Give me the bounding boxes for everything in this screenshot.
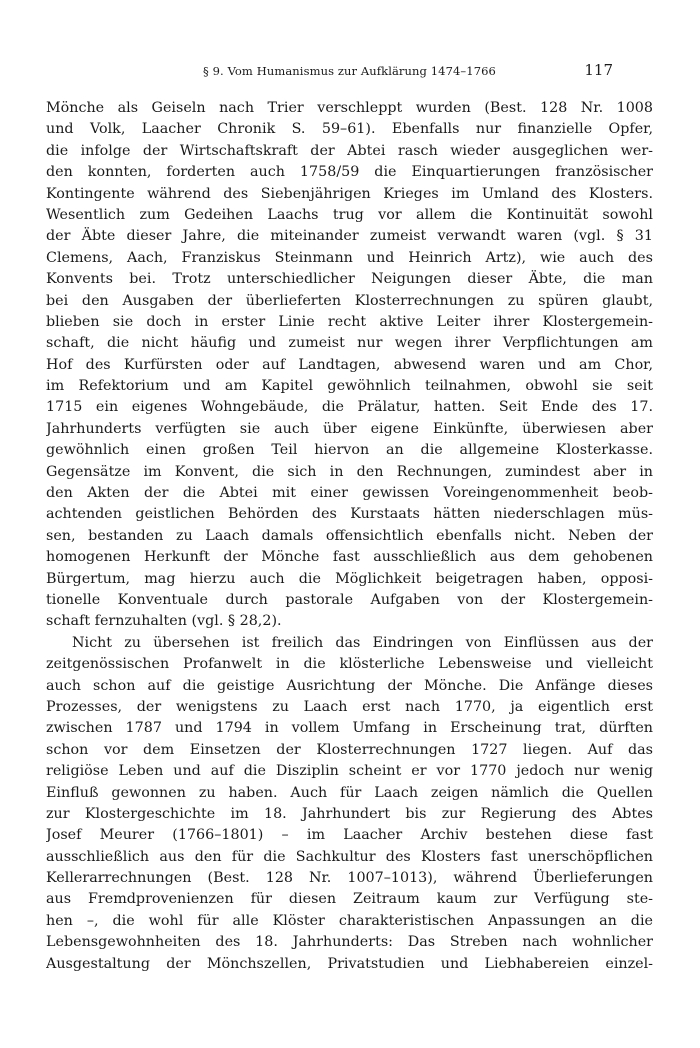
text-line: der Äbte dieser Jahre, die miteinander zumeist verwandt waren (vgl. § 31 [46,228,653,245]
text-line: Gegensätze im Konvent, die sich in den Rechnungen, zumindest aber in [46,463,653,480]
page-number: 117 [584,61,613,79]
text-line: den konnten, forderten auch 1758/59 die Einquartierungen französischer [46,164,653,181]
text-line: zur Klostergeschichte im 18. Jahrhundert bis zur Regierung des Abtes [46,805,653,822]
text-line: die infolge der Wirtschaftskraft der Abtei rasch wieder ausgeglichen wer- [46,142,653,159]
paragraph [46,98,653,633]
text-line: homogenen Herkunft der Mönche fast ausschließlich aus dem gehobenen [46,549,653,566]
text-line: gewöhnlich einen großen Teil hiervon an die allgemeine Klosterkasse. [46,442,653,459]
text-line: zeitgenössischen Profanwelt in die klösterliche Lebensweise und vielleicht [46,656,653,673]
body-text [46,98,653,975]
text-line: Prozesses, der wenigstens zu Laach erst nach 1770, ja eigentlich erst [46,698,653,715]
text-line: Hof des Kurfürsten oder auf Landtagen, abwesend waren und am Chor, [46,356,653,373]
text-line: sen, bestanden zu Laach damals offensichtlich ebenfalls nicht. Neben der [46,527,653,544]
text-line: schaft fernzuhalten (vgl. § 28,2). [46,613,282,630]
text-line: aus Fremdprovenienzen für diesen Zeitraum kaum zur Verfügung ste- [46,891,653,908]
text-line: religiöse Leben und auf die Disziplin scheint er vor 1770 jedoch nur wenig [46,763,653,780]
text-line: Kontingente während des Siebenjährigen Krieges im Umland des Klosters. [46,185,653,202]
running-title: § 9. Vom Humanismus zur Aufklärung 1474–1766 [203,64,496,78]
text-line: Mönche als Geiseln nach Trier verschleppt wurden (Best. 128 Nr. 1008 [46,100,653,116]
paragraph [46,633,653,975]
text-line: den Akten der die Abtei mit einer gewissen Voreingenommenheit beob- [46,485,653,502]
text-line: Jahrhunderts verfügten sie auch über eigene Einkünfte, überwiesen aber [46,420,653,437]
text-line: schon vor dem Einsetzen der Klosterrechnungen 1727 liegen. Auf das [46,741,653,758]
text-line: zwischen 1787 und 1794 in vollem Umfang in Erscheinung trat, dürften [46,720,653,737]
text-line: Josef Meurer (1766–1801) – im Laacher Archiv bestehen diese fast [46,827,653,844]
text-line: tionelle Konventuale durch pastorale Aufgaben von der Klostergemein- [46,591,653,608]
text-line: hen –, die wohl für alle Klöster charakteristischen Anpassungen an die [46,912,653,929]
text-line: und Volk, Laacher Chronik S. 59–61). Ebenfalls nur finanzielle Opfer, [46,121,653,138]
text-line: blieben sie doch in erster Linie recht aktive Leiter ihrer Klostergemein- [46,313,653,330]
text-line: ausschließlich aus den für die Sachkultur des Klosters fast unerschöpflichen [46,848,653,865]
text-line: achtenden geistlichen Behörden des Kurstaats hätten niederschlagen müs- [46,506,653,523]
text-line: Clemens, Aach, Franziskus Steinmann und Heinrich Artz), wie auch des [46,249,653,266]
text-line: schaft, die nicht häufig und zumeist nur wegen ihrer Verpflichtungen am [46,335,653,352]
text-line: im Refektorium und am Kapitel gewöhnlich teilnahmen, obwohl sie seit [46,378,653,395]
text-line: auch schon auf die geistige Ausrichtung der Mönche. Die Anfänge dieses [46,677,653,694]
text-line: Wesentlich zum Gedeihen Laachs trug vor allem die Kontinuität sowohl [46,206,653,223]
text-line: Bürgertum, mag hierzu auch die Möglichkeit beigetragen haben, opposi- [46,570,653,587]
text-line: Ausgestaltung der Mönchszellen, Privatstudien und Liebhabereien einzel- [46,955,653,972]
text-line: Konvents bei. Trotz unterschiedlicher Neigungen dieser Äbte, die man [46,271,653,288]
text-line: Nicht zu übersehen ist freilich das Eindringen von Einflüssen aus der [72,634,653,651]
text-line: Lebensgewohnheiten des 18. Jahrhunderts: Das Streben nach wohnlicher [46,934,653,951]
running-header [46,58,653,86]
text-line: 1715 ein eigenes Wohngebäude, die Prälatur, hatten. Seit Ende des 17. [46,399,653,416]
text-line: Einfluß gewonnen zu haben. Auch für Laach zeigen nämlich die Quellen [46,784,653,801]
book-page [46,58,653,975]
text-line: bei den Ausgaben der überlieferten Klosterrechnungen zu spüren glaubt, [46,292,653,309]
text-line: Kellerarrechnungen (Best. 128 Nr. 1007–1013), während Überlieferungen [46,870,653,887]
